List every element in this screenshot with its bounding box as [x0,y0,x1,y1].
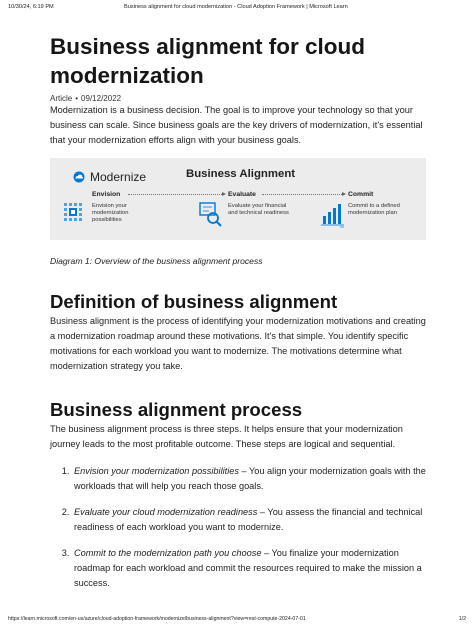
step-lead: Evaluate your cloud modernization readiness [74,507,258,517]
stage-evaluate-desc [228,203,289,217]
article-date: 09/12/2022 [81,94,122,103]
connector-line [128,194,222,195]
cloud-icon [72,171,86,183]
step-text: – You finalize your modernization roadmap for each workload and commit the resources required to make the mission a success. [74,548,422,588]
process-steps-list [50,464,426,591]
process-paragraph: The business alignment process is three steps. It helps ensure that your modernization journey leads to the most profitable outcome. These steps are logical and sequential. [50,424,403,449]
print-header [0,4,474,16]
section-heading-process: Business alignment process [50,399,303,420]
envision-grid-icon [63,202,89,228]
print-page-title: Business alignment for cloud modernization - Cloud Adoption Framework | Microsoft Learn [124,4,348,10]
stage-commit-desc [348,203,400,217]
print-footer [0,616,474,626]
diagram-brand-label: Modernize [90,170,147,184]
stage-commit-label: Commit [348,191,374,198]
page-title: Business alignment for cloud modernization [50,34,366,88]
business-alignment-diagram [50,158,426,240]
list-item [72,464,426,494]
section-heading-definition: Definition of business alignment [50,291,338,312]
connector-line [262,194,342,195]
commit-chart-icon [320,202,346,228]
print-datetime: 10/30/24, 6:19 PM [8,4,54,10]
arrow-icon [342,192,346,196]
evaluate-magnifier-icon [198,202,224,228]
diagram-caption: Diagram 1: Overview of the business alignment process [50,256,263,266]
definition-paragraph: Business alignment is the process of identifying your modernization motivations and creating a modernization roadmap around these motivations. It's that simple. You identify specific motivations for each workload you want to modernize. The motivations determine what modernization strategy you take. [50,316,426,371]
step-text: – You assess the financial and technical readiness of each workload you want to modernize. [74,507,423,532]
stage-desc-line: Evaluate your financial [228,203,287,209]
stage-desc-line: modernization [92,210,129,216]
print-url: https://learn.microsoft.com/en-us/azure/cloud-adoption-framework/modernize/business-alignment?view=rest-compute-2024-07-01 [8,616,306,622]
page-number: 1/2 [458,616,466,622]
diagram-title: Business Alignment [186,168,296,180]
step-text: – You align your modernization goals with the workloads that will help you reach those goals. [74,466,426,491]
article-meta [50,94,426,103]
stage-desc-line: Envision your [92,203,127,209]
intro-paragraph: Modernization is a business decision. The goal is to improve your technology so that your business can scale. Since business goals are the key drivers of modernization, it's essential that your modernization efforts align with your business goals. [50,105,423,145]
diagram-brand [72,170,146,184]
stage-desc-line: Commit to a defined [348,203,400,209]
article-type: Article [50,94,73,103]
stage-desc-line: possibilities [92,217,122,223]
article-content [50,32,426,602]
stage-envision-desc [92,203,128,224]
list-item [72,505,426,535]
step-lead: Commit to the modernization path you choose [74,548,262,558]
stage-evaluate-label: Evaluate [228,191,256,198]
stage-envision-label: Envision [92,191,121,198]
list-item [72,546,426,591]
arrow-icon [222,192,226,196]
meta-separator: • [75,94,79,103]
stage-desc-line: modernization plan [348,210,397,216]
stage-desc-line: and technical readiness [228,210,289,216]
step-lead: Envision your modernization possibilities [74,466,239,476]
